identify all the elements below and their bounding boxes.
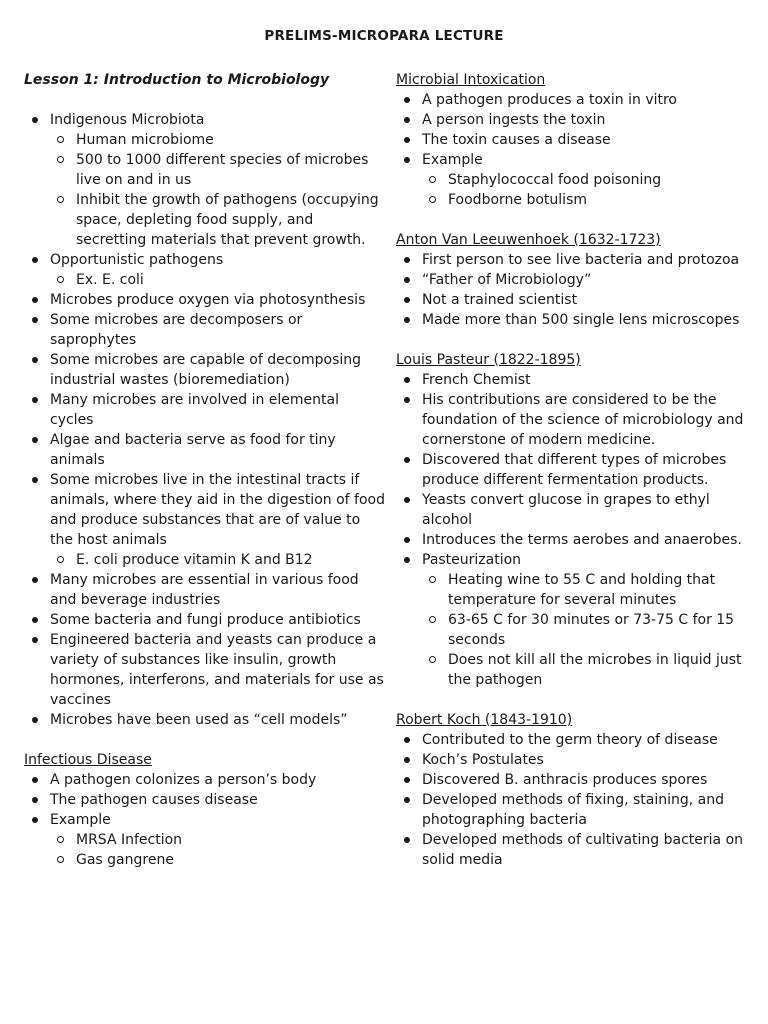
list-item [396,550,748,690]
list-item-text: Made more than 500 single lens microscopes [422,312,740,328]
list-item [24,790,386,810]
sub-list-item: 63-65 C for 30 minutes or 73-75 C for 15 seconds [422,610,748,650]
sub-bullet-list [50,550,386,570]
list-item-text: Microbes produce oxygen via photosynthesis [50,292,366,308]
list-item [396,310,748,330]
list-item-text: Many microbes are involved in elemental cycles [50,392,339,428]
list-item-text: French Chemist [422,372,531,388]
bullet-list [396,730,748,870]
bullet-list [396,90,748,210]
list-item [396,830,748,870]
bullet-list [24,770,386,870]
sub-list-item: E. coli produce vitamin K and B12 [50,550,386,570]
bullet-list [396,370,748,690]
list-item-text: The pathogen causes disease [50,792,258,808]
bullet-list [24,110,386,730]
bullet-list [396,250,748,330]
sub-bullet-list [50,830,386,870]
section-indigenous [24,110,386,730]
sub-list-item: Heating wine to 55 C and holding that temperature for several minutes [422,570,748,610]
lesson-title: Lesson 1: Introduction to Microbiology [24,72,330,88]
left-column [24,70,386,890]
list-item-text: Introduces the terms aerobes and anaerobes. [422,532,742,548]
list-item [396,450,748,490]
list-item-text: Example [50,812,111,828]
list-item [396,250,748,270]
list-item-text: Microbes have been used as “cell models” [50,712,348,728]
section-heading: Infectious Disease [24,752,152,768]
list-item [396,770,748,790]
list-item [396,790,748,830]
list-item [24,630,386,710]
list-item [396,530,748,550]
list-item-text: Contributed to the germ theory of disease [422,732,718,748]
list-item-text: Many microbes are essential in various food and beverage industries [50,572,359,608]
sub-bullet-list [422,570,748,690]
list-item [396,90,748,110]
section-leeuwenhoek [396,230,748,330]
section-heading: Louis Pasteur (1822-1895) [396,352,581,368]
list-item [24,110,386,250]
list-item-text: A pathogen produces a toxin in vitro [422,92,678,108]
sub-list-item: Staphylococcal food poisoning [422,170,748,190]
sub-list-item: Foodborne botulism [422,190,748,210]
sub-list-item: Gas gangrene [50,850,386,870]
list-item-text: Pasteurization [422,552,522,568]
list-item-text: A person ingests the toxin [422,112,606,128]
list-item-text: Example [422,152,483,168]
list-item-text: His contributions are considered to be the foundation of the science of microbiology and cornerstone of modern medicine. [422,392,744,448]
list-item-text: Algae and bacteria serve as food for tiny animals [50,432,336,468]
sub-bullet-list [50,130,386,250]
list-item [24,710,386,730]
list-item-text: Koch’s Postulates [422,752,544,768]
list-item [24,570,386,610]
list-item [24,290,386,310]
sub-bullet-list [422,170,748,210]
list-item-text: “Father of Microbiology” [422,272,592,288]
list-item [396,270,748,290]
list-item-text: Some microbes live in the intestinal tracts if animals, where they aid in the digestion of food and produce substances that are of value to the host animals [50,472,385,548]
section-microbial-intoxication [396,70,748,210]
section-heading: Anton Van Leeuwenhoek (1632-1723) [396,232,661,248]
list-item [24,470,386,570]
list-item [24,810,386,870]
list-item [396,150,748,210]
section-heading: Robert Koch (1843-1910) [396,712,573,728]
list-item-text: Opportunistic pathogens [50,252,224,268]
right-column [396,70,748,890]
list-item-text: Discovered B. anthracis produces spores [422,772,708,788]
section-heading: Microbial Intoxication [396,72,546,88]
sub-bullet-list [50,270,386,290]
list-item-text: Some microbes are decomposers or saprophytes [50,312,303,348]
list-item [396,390,748,450]
sub-list-item: Ex. E. coli [50,270,386,290]
list-item-text: Developed methods of fixing, staining, and photographing bacteria [422,792,725,828]
list-item [396,370,748,390]
list-item [396,730,748,750]
list-item [24,770,386,790]
list-item [24,310,386,350]
sub-list-item: Human microbiome [50,130,386,150]
document-title: PRELIMS-MICROPARA LECTURE [264,28,504,44]
section-pasteur [396,350,748,690]
list-item [24,350,386,390]
list-item-text: Yeasts convert glucose in grapes to ethyl alcohol [422,492,710,528]
sub-list-item: MRSA Infection [50,830,386,850]
sub-list-item: Inhibit the growth of pathogens (occupying space, depleting food supply, and secretting materials that prevent growth. [50,190,386,250]
list-item [24,610,386,630]
list-item-text: The toxin causes a disease [422,132,611,148]
sub-list-item: 500 to 1000 different species of microbes live on and in us [50,150,386,190]
list-item-text: Engineered bacteria and yeasts can produce a variety of substances like insulin, growth hormones, interferons, and materials for use as vaccines [50,632,384,708]
list-item-text: Discovered that different types of microbes produce different fermentation products. [422,452,727,488]
list-item-text: Some bacteria and fungi produce antibiotics [50,612,361,628]
list-item-text: Not a trained scientist [422,292,578,308]
list-item-text: First person to see live bacteria and protozoa [422,252,740,268]
list-item-text: A pathogen colonizes a person’s body [50,772,317,788]
list-item [24,390,386,430]
list-item [396,290,748,310]
section-infectious-disease [24,750,386,870]
list-item [396,110,748,130]
sub-list-item: Does not kill all the microbes in liquid just the pathogen [422,650,748,690]
list-item [396,750,748,770]
list-item-text: Indigenous Microbiota [50,112,205,128]
list-item-text: Some microbes are capable of decomposing industrial wastes (bioremediation) [50,352,362,388]
list-item [396,130,748,150]
list-item [24,430,386,470]
section-koch [396,710,748,870]
list-item [24,250,386,290]
list-item [396,490,748,530]
list-item-text: Developed methods of cultivating bacteria on solid media [422,832,744,868]
